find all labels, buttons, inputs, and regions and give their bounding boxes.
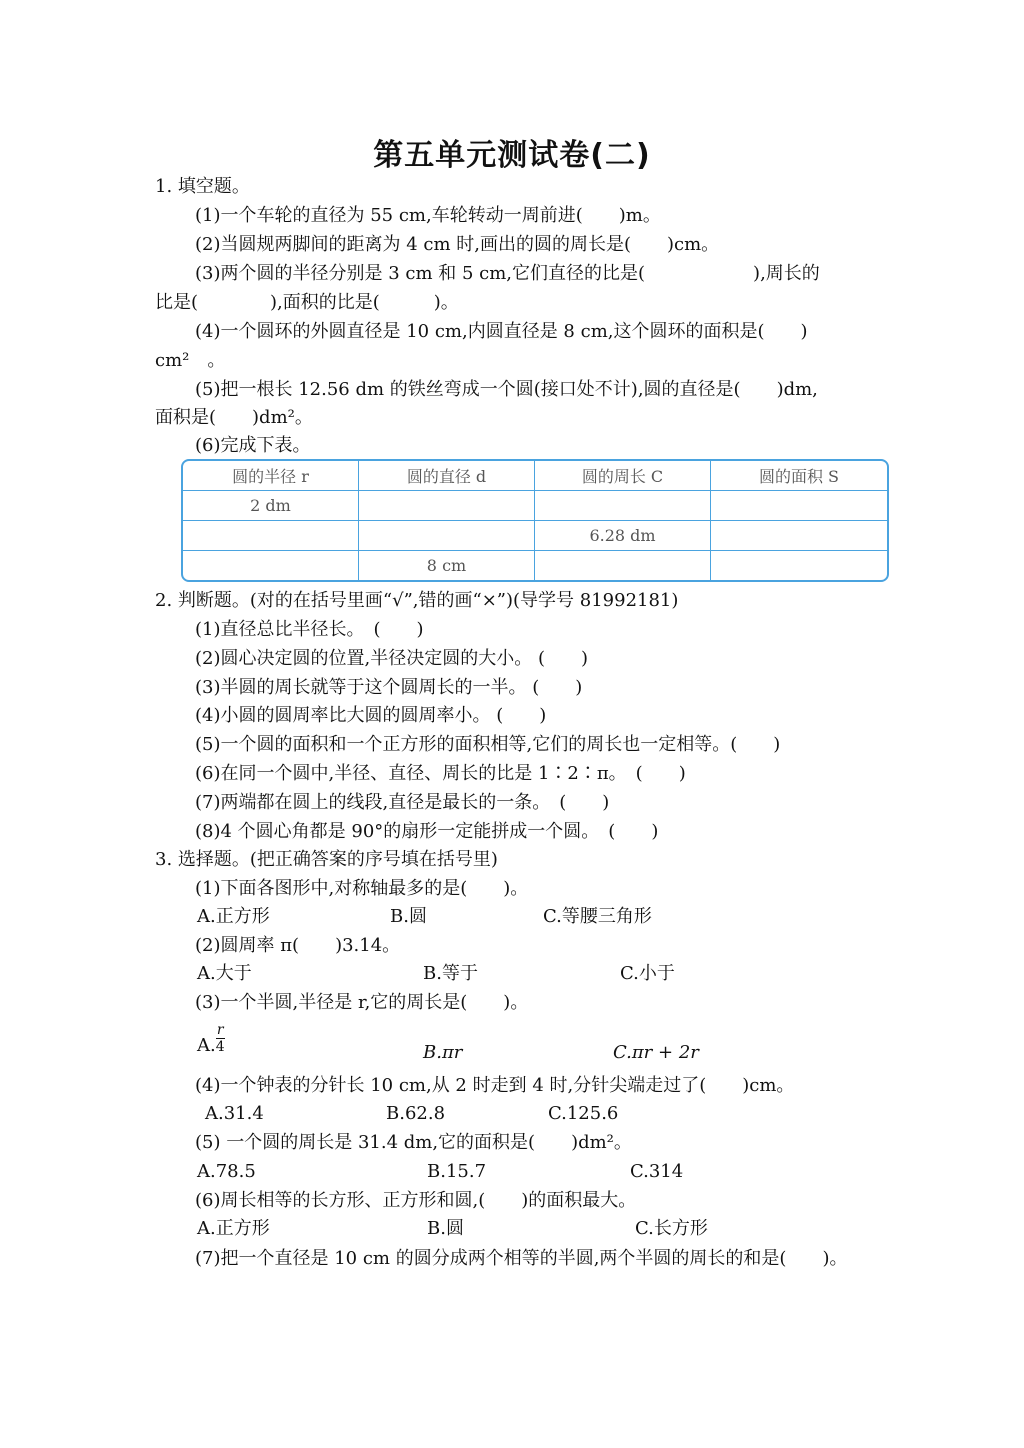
s1-question-2: (2)当圆规两脚间的距离为 4 cm 时,画出的圆的周长是( )cm。	[195, 234, 720, 255]
s1-question-3-cont: 比是( ),面积的比是( )。	[155, 292, 459, 313]
fraction-denominator: 4	[215, 1039, 225, 1055]
s3-q1-option-a: A.正方形	[197, 906, 270, 927]
s3-q1-option-b: B.圆	[390, 906, 427, 927]
table-header-cell: 圆的半径 r	[183, 461, 359, 491]
fraction-numerator: r	[216, 1022, 224, 1038]
table-header-cell: 圆的周长 C	[535, 461, 711, 491]
table-header-cell: 圆的面积 S	[711, 461, 887, 491]
s2-item-5: (5)一个圆的面积和一个正方形的面积相等,它们的周长也一定相等。( )	[195, 734, 781, 755]
table-row	[183, 521, 887, 551]
s3-q4-option-a: A.31.4	[205, 1103, 264, 1124]
table-cell: 6.28 dm	[535, 521, 711, 551]
table-cell: 8 cm	[359, 551, 535, 580]
s3-q3-option-c: C.πr + 2r	[613, 1042, 699, 1063]
s1-question-5-cont: 面积是( )dm²。	[155, 407, 313, 428]
s1-question-4: (4)一个圆环的外圆直径是 10 cm,内圆直径是 8 cm,这个圆环的面积是( )	[195, 321, 808, 342]
s3-q3-option-a	[197, 1022, 225, 1055]
section-1-heading: 1. 填空题。	[155, 176, 250, 197]
s2-item-2: (2)圆心决定圆的位置,半径决定圆的大小。 ( )	[195, 648, 588, 669]
table-cell	[359, 521, 535, 551]
table-header-cell: 圆的直径 d	[359, 461, 535, 491]
s3-question-4: (4)一个钟表的分针长 10 cm,从 2 时走到 4 时,分针尖端走过了( )cm。	[195, 1075, 795, 1096]
s3-q3-option-b: B.πr	[423, 1042, 463, 1063]
s3-q2-option-b: B.等于	[423, 963, 478, 984]
s3-q5-option-a: A.78.5	[197, 1161, 256, 1182]
s1-question-1: (1)一个车轮的直径为 55 cm,车轮转动一周前进( )m。	[195, 205, 661, 226]
table-cell	[711, 521, 887, 551]
s3-question-6: (6)周长相等的长方形、正方形和圆,( )的面积最大。	[195, 1190, 637, 1211]
table-cell	[359, 491, 535, 521]
s3-q4-option-b: B.62.8	[386, 1103, 446, 1124]
s3-question-5: (5) 一个圆的周长是 31.4 dm,它的面积是( )dm²。	[195, 1132, 632, 1153]
s2-item-6: (6)在同一个圆中,半径、直径、周长的比是 1∶2∶π。 ( )	[195, 763, 686, 784]
s3-q6-option-a: A.正方形	[197, 1218, 270, 1239]
option-a-prefix: A.	[197, 1035, 216, 1056]
s1-question-3: (3)两个圆的半径分别是 3 cm 和 5 cm,它们直径的比是( ),周长的	[195, 263, 820, 284]
table-header-row	[183, 461, 887, 491]
s2-item-4: (4)小圆的圆周率比大圆的圆周率小。 ( )	[195, 705, 547, 726]
s2-item-7: (7)两端都在圆上的线段,直径是最长的一条。 ( )	[195, 792, 610, 813]
table-cell	[183, 521, 359, 551]
s1-question-6: (6)完成下表。	[195, 435, 311, 456]
s3-question-2: (2)圆周率 π( )3.14。	[195, 935, 401, 956]
table-cell	[711, 551, 887, 580]
s3-question-3: (3)一个半圆,半径是 r,它的周长是( )。	[195, 992, 529, 1013]
s1-question-4-cont: cm² 。	[155, 350, 226, 371]
s3-q2-option-a: A.大于	[197, 963, 252, 984]
s3-question-1: (1)下面各图形中,对称轴最多的是( )。	[195, 878, 529, 899]
table-cell: 2 dm	[183, 491, 359, 521]
s2-item-3: (3)半圆的周长就等于这个圆周长的一半。 ( )	[195, 677, 583, 698]
section-2-heading: 2. 判断题。(对的在括号里画“√”,错的画“×”)(导学号 81992181)	[155, 590, 679, 611]
circle-table	[181, 459, 889, 582]
table-row	[183, 551, 887, 580]
s2-item-1: (1)直径总比半径长。 ( )	[195, 619, 424, 640]
s3-q5-option-b: B.15.7	[427, 1161, 487, 1182]
s2-item-8: (8)4 个圆心角都是 90°的扇形一定能拼成一个圆。 ( )	[195, 821, 659, 842]
s3-q1-option-c: C.等腰三角形	[543, 906, 652, 927]
s3-q4-option-c: C.125.6	[548, 1103, 619, 1124]
s3-q6-option-c: C.长方形	[635, 1218, 708, 1239]
s3-q6-option-b: B.圆	[427, 1218, 464, 1239]
fraction	[216, 1022, 225, 1055]
page-title: 第五单元测试卷(二)	[373, 138, 651, 173]
table-row	[183, 491, 887, 521]
s3-q5-option-c: C.314	[630, 1161, 684, 1182]
table-cell	[711, 491, 887, 521]
s3-question-7: (7)把一个直径是 10 cm 的圆分成两个相等的半圆,两个半圆的周长的和是( )。	[195, 1248, 848, 1269]
table-cell	[535, 491, 711, 521]
s3-q2-option-c: C.小于	[620, 963, 675, 984]
section-3-heading: 3. 选择题。(把正确答案的序号填在括号里)	[155, 849, 498, 870]
table-cell	[535, 551, 711, 580]
s1-question-5: (5)把一根长 12.56 dm 的铁丝弯成一个圆(接口处不计),圆的直径是( )dm,	[195, 379, 818, 400]
table-cell	[183, 551, 359, 580]
